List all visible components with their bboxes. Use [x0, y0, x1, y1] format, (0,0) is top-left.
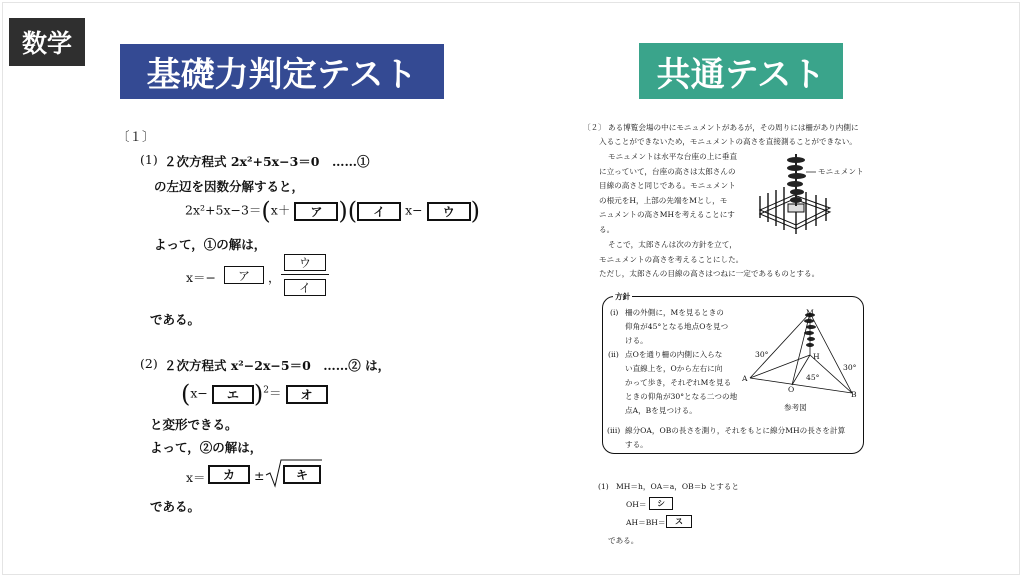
comma: ， — [268, 270, 281, 285]
para-9: そこで，太郎さんは次の方針を立て， — [608, 240, 737, 249]
paren-open: ( — [261, 197, 271, 225]
answer-box-a[interactable]: ア — [294, 202, 338, 221]
q2-text: ２次方程式 x²−2x−5＝0 ……② は， — [164, 358, 391, 373]
angle-30-left: 30° — [755, 350, 769, 359]
policy-1-line-3: ける。 — [625, 336, 648, 345]
paren-close-3: ) — [253, 380, 264, 408]
reference-diagram — [744, 305, 860, 413]
paren-close: )( — [338, 197, 358, 225]
ahbh-label: AH＝BH＝ — [626, 518, 666, 527]
oh-label: OH＝ — [626, 500, 647, 509]
point-o: O — [788, 385, 795, 394]
policy-1-number: (i) — [610, 308, 619, 317]
para-1: ある博覧会場の中にモニュメントがあるが，その周りには柵があり内側に — [608, 123, 859, 132]
para-4: に立っていて，台座の高さは太郎さんの — [599, 167, 736, 176]
solution-box-a[interactable]: ア — [224, 266, 264, 284]
para-2: 入ることができないため，モニュメントの高さを直接測ることができない。 — [599, 137, 857, 146]
x-minus-2: x− — [190, 385, 208, 401]
answer-box-e[interactable]: エ — [212, 385, 254, 404]
policy-3-line-1: 線分OA，OBの長さを測り，それをもとに線分MHの長さを計算 — [625, 426, 846, 435]
subject-label: 数学 — [9, 18, 85, 66]
left-banner: 基礎力判定テスト — [120, 44, 444, 99]
square-exponent: 2 — [263, 385, 269, 396]
yotte-1: よって，①の解は， — [154, 237, 267, 252]
answer-box-su[interactable]: ス — [666, 515, 692, 528]
section-number: 〔１〕 — [117, 129, 155, 144]
sub-q1-text: MH＝h，OA＝a，OB＝b とすると — [616, 482, 739, 491]
q2-number-right: 〔２〕 — [583, 123, 606, 132]
answer-box-i[interactable]: イ — [357, 202, 401, 221]
dearu-2: である。 — [150, 499, 201, 514]
equals: ＝ — [269, 385, 282, 401]
angle-30-right: 30° — [843, 363, 857, 372]
fraction-box-u[interactable]: ウ — [284, 254, 326, 271]
policy-2-number: (ii) — [608, 350, 619, 359]
right-banner: 共通テスト — [639, 43, 843, 99]
policy-1-line-2: 仰角が45°となる地点Oを見つ — [625, 322, 729, 331]
x-equals: x＝ — [186, 470, 206, 485]
policy-2-line-1: 点Oを通り柵の内側に入らな — [625, 350, 723, 359]
henkei-text: と変形できる。 — [150, 417, 238, 432]
x-minus: x− — [405, 202, 423, 218]
plus-minus: ± — [254, 468, 265, 483]
fraction-box-i[interactable]: イ — [284, 279, 326, 296]
x-plus: x＋ — [270, 202, 291, 218]
answer-box-ki[interactable]: キ — [283, 465, 321, 484]
answer-box-shi[interactable]: シ — [649, 497, 673, 510]
answer-box-u[interactable]: ウ — [427, 202, 471, 221]
policy-2-line-3: かって歩き，それぞれMを見る — [625, 378, 732, 387]
q2-number: (2) — [140, 356, 158, 371]
para-3: モニュメントは水平な台座の上に垂直 — [608, 152, 738, 161]
dearu-1: である。 — [150, 312, 201, 327]
policy-title: 方針 — [615, 292, 631, 301]
point-h: H — [813, 352, 820, 361]
para-10: モニュメントの高さを考えることにした。 — [599, 255, 744, 264]
answer-box-ka[interactable]: カ — [208, 465, 250, 484]
paren-open-2: ( — [181, 380, 191, 408]
policy-2-line-2: い直線上を，Oから左右に向 — [625, 364, 723, 373]
angle-45: 45° — [806, 373, 820, 382]
answer-box-o[interactable]: オ — [286, 385, 328, 404]
policy-2-line-5: 点A，Bを見つける。 — [625, 406, 697, 415]
para-5: 目線の高さと同じである。モニュメント — [599, 181, 736, 190]
q1-text: ２次方程式 2x²+5x−3＝0 ……① — [164, 154, 370, 169]
policy-3-line-2: する。 — [625, 440, 648, 449]
point-b: B — [851, 390, 857, 399]
policy-2-line-4: ときの仰角が30°となる二つの地 — [625, 392, 738, 401]
factor-lhs: 2x²+5x−3＝ — [185, 202, 262, 218]
policy-1-line-1: 柵の外側に，Mを見るときの — [625, 308, 724, 317]
monument-label: モニュメント — [818, 167, 864, 176]
q1-line2: の左辺を因数分解すると， — [154, 179, 305, 194]
para-7: ニュメントの高さMHを考えることにす — [599, 210, 735, 219]
figure-caption: 参考図 — [784, 403, 807, 412]
sub-q1-number: (1) — [598, 482, 609, 491]
point-m: M — [806, 308, 814, 317]
solution-prefix: x＝− — [186, 270, 217, 285]
para-11: ただし，太郎さんの目線の高さはつねに一定であるものとする。 — [599, 269, 820, 278]
point-a: A — [742, 374, 748, 383]
yotte-2: よって，②の解は， — [150, 440, 263, 455]
dearu-right: である。 — [608, 536, 639, 545]
paren-close-2: ) — [470, 197, 480, 225]
monument-illustration — [750, 150, 838, 242]
q1-number: (1) — [140, 152, 158, 167]
policy-3-number: (iii) — [607, 426, 621, 435]
para-6: の根元をH，上部の先端をMとし，モ — [599, 196, 728, 205]
para-8: る。 — [599, 225, 615, 234]
